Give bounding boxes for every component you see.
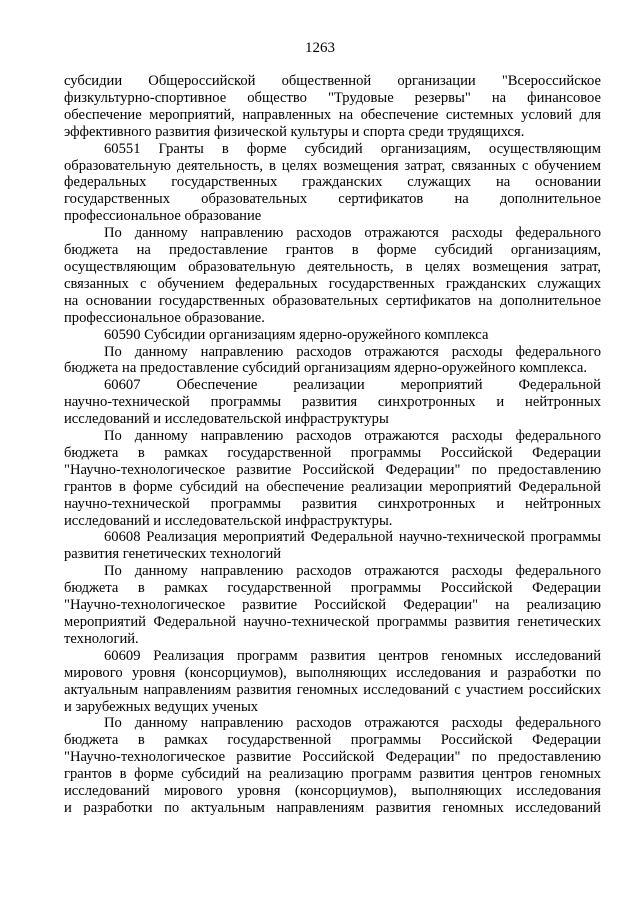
text-line: субсидии Общероссийской общественной организации "Всероссийское <box>64 73 601 89</box>
text-line: обеспечение мероприятий, направленных на обеспечение системных условий для <box>64 106 601 123</box>
text-line: "Научно-технологическое развитие Российской Федерации" по предоставлению <box>64 461 601 478</box>
text-line: бюджета на предоставление субсидий организациям ядерно-оружейного комплекса. <box>64 360 588 377</box>
text-line: мероприятий Федеральной научно-технической программы развития генетических <box>64 614 601 630</box>
text-line: исследований и исследовательской инфраструктуры. <box>64 512 393 529</box>
text-line: "Научно-технологическое развитие Российской Федерации" по предоставлению <box>64 749 601 766</box>
text-line: связанных с обучением федеральных государственных гражданских служащих <box>64 275 601 292</box>
text-line: По данному направлению расходов отражаются расходы федерального <box>104 225 601 242</box>
text-line: эффективного развития физической культуры и спорта среди трудящихся. <box>64 123 525 140</box>
text-line: физкультурно-спортивное общество "Трудовые резервы" на финансовое <box>64 89 601 106</box>
text-line: бюджета в рамках государственной программы Российской Федерации <box>64 580 601 597</box>
text-line: научно-технической программы развития синхротронных и нейтронных <box>64 394 601 411</box>
text-line: технологий. <box>64 630 139 647</box>
document-body <box>64 73 601 817</box>
text-line: профессиональное образование <box>64 208 262 225</box>
text-line: федеральных государственных гражданских служащих на основании <box>64 174 601 191</box>
text-line: грантов в форме субсидий на обеспечение реализации мероприятий Федеральной <box>64 478 601 495</box>
text-line: на основании государственных образовательных сертификатов на дополнительное <box>64 292 601 309</box>
text-line: государственных образовательных сертификатов на дополнительное <box>64 191 601 208</box>
page-number: 1263 <box>305 40 335 56</box>
text-line: актуальным направлениям развития геномных исследований с участием российских <box>64 681 601 698</box>
text-line: бюджета в рамках государственной программы Российской Федерации <box>64 732 601 749</box>
text-line: бюджета в рамках государственной программы Российской Федерации <box>64 444 601 461</box>
text-line: исследований мирового уровня (консорциумов), выполняющих исследования <box>64 783 601 800</box>
text-line: научно-технической программы развития синхротронных и нейтронных <box>64 495 601 512</box>
text-line: 60551 Гранты в форме субсидий организациям, осуществляющим <box>104 140 601 157</box>
text-line: По данному направлению расходов отражаются расходы федерального <box>104 715 601 732</box>
text-line: По данному направлению расходов отражаются расходы федерального <box>104 428 601 445</box>
text-line: "Научно-технологическое развитие Российской Федерации" на реализацию <box>64 597 601 614</box>
text-line: и зарубежных ведущих ученых <box>64 698 259 715</box>
text-line: По данному направлению расходов отражаются расходы федерального <box>104 563 601 580</box>
text-line: образовательную деятельность, в целях возмещения затрат, связанных с обучением <box>64 157 601 174</box>
text-line: грантов в форме субсидий на реализацию программ развития центров геномных <box>64 766 601 783</box>
text-line: бюджета на предоставление грантов в форме субсидий организациям, <box>64 242 601 259</box>
text-line: 60590 Субсидии организациям ядерно-оружейного комплекса <box>104 326 489 343</box>
text-line: мирового уровня (консорциумов), выполняющих исследования и разработки по <box>64 664 601 681</box>
text-line: и разработки по актуальным направлениям развития геномных исследований <box>64 799 601 816</box>
text-line: 60607 Обеспечение реализации мероприятий Федеральной <box>104 377 601 394</box>
text-line: профессиональное образование. <box>64 309 265 326</box>
text-line: По данному направлению расходов отражаются расходы федерального <box>104 343 601 360</box>
text-line: исследований и исследовательской инфраструктуры <box>64 411 389 428</box>
text-line: осуществляющим образовательную деятельность, в целях возмещения затрат, <box>64 258 601 275</box>
text-line: развития генетических технологий <box>64 546 282 563</box>
text-line: 60608 Реализация мероприятий Федеральной научно-технической программы <box>104 529 601 546</box>
text-line: 60609 Реализация программ развития центров геномных исследований <box>104 647 601 664</box>
